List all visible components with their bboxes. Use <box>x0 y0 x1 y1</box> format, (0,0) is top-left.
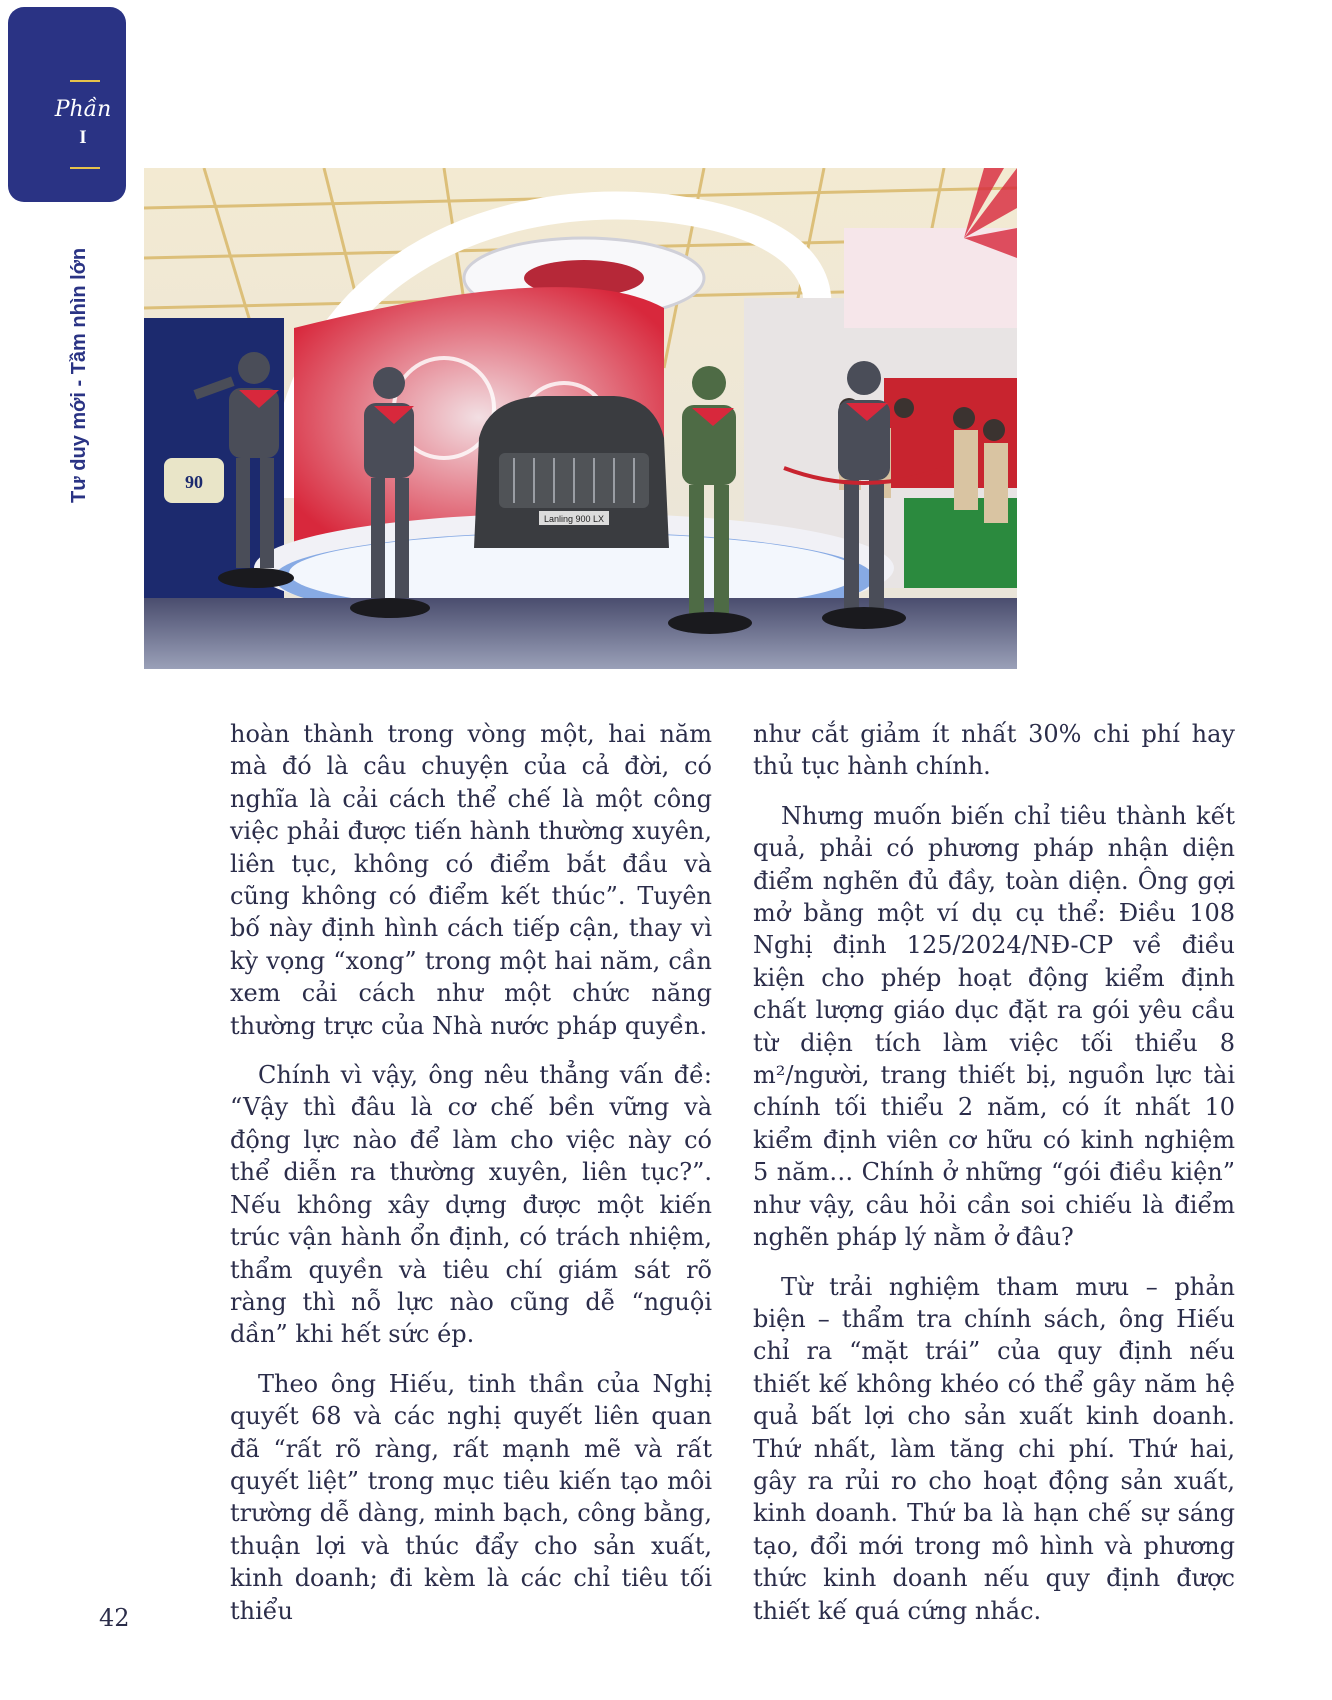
page-number: 42 <box>99 1604 130 1632</box>
paragraph: Từ trải nghiệm tham mưu – phản biện – thẩm tra chính sách, ông Hiếu chỉ ra “mặt trái” của quy định nếu thiết kế không khéo có thể gây năm hệ quả bất lợi cho sản xuất kinh doanh. Thứ nhất, làm tăng chi phí. Thứ hai, gây ra rủi ro cho hoạt động sản xuất, kinh doanh. Thứ ba là hạn chế sự sáng tạo, đổi mới trong mô hình và phương thức kinh doanh nếu quy định được thiết kế quá cứng nhắc. <box>753 1272 1235 1625</box>
section-word: Phần <box>54 97 112 122</box>
section-tab <box>8 7 126 202</box>
board-number: 90 <box>185 472 203 492</box>
tab-rule-bottom <box>70 167 100 169</box>
text-column-right <box>753 718 1235 1644</box>
exhibition-photo <box>144 168 1017 669</box>
text-column-left <box>230 718 712 1644</box>
section-number: I <box>79 127 87 148</box>
paragraph: Chính vì vậy, ông nêu thẳng vấn đề: “Vậy thì đâu là cơ chế bền vững và động lực nào để làm cho việc này có thể diễn ra thường xuyên, liên tục?”. Nếu không xây dựng được một kiến trúc vận hành ổn định, có trách nhiệm, thẩm quyền và tiêu chí giám sát rõ ràng thì nỗ lực nào cũng dễ “nguội dần” khi hết sức ép. <box>230 1061 712 1349</box>
running-title: Tư duy mới - Tầm nhìn lớn <box>68 247 90 503</box>
tab-rule-top <box>70 80 100 82</box>
car-badge: Lanling 900 LX <box>543 514 605 524</box>
paragraph: Theo ông Hiếu, tinh thần của Nghị quyết 68 và các nghị quyết liên quan đã “rất rõ ràng, rất mạnh mẽ và rất quyết liệt” trong mục tiêu kiến tạo môi trường dễ dàng, minh bạch, công bằng, thuận lợi và thúc đẩy cho sản xuất, kinh doanh; đi kèm là các chỉ tiêu tối thiểu <box>230 1369 712 1625</box>
exhibition-photo-illustration <box>144 168 1017 669</box>
paragraph: như cắt giảm ít nhất 30% chi phí hay thủ tục hành chính. <box>753 720 1235 781</box>
paragraph: hoàn thành trong vòng một, hai năm mà đó là câu chuyện của cả đời, có nghĩa là cải cách thể chế là một công việc phải được tiến hành thường xuyên, liên tục, không có điểm bắt đầu và cũng không có điểm kết thúc”. Tuyên bố này định hình cách tiếp cận, thay vì kỳ vọng “xong” trong một hai năm, cần xem cải cách như một chức năng thường trực của Nhà nước pháp quyền. <box>230 720 712 1040</box>
paragraph: Nhưng muốn biến chỉ tiêu thành kết quả, phải có phương pháp nhận diện điểm nghẽn đủ đầy, toàn diện. Ông gợi mở bằng một ví dụ cụ thể: Điều 108 Nghị định 125/2024/NĐ-CP về điều kiện cho phép hoạt động kiểm định chất lượng giáo dục đặt ra gói yêu cầu từ diện tích làm việc tối thiểu 8 m²/người, trang thiết bị, nguồn lực tài chính tối thiểu 2 năm, có ít nhất 10 kiểm định viên cơ hữu có kinh nghiệm 5 năm… Chính ở những “gói điều kiện” như vậy, câu hỏi cần soi chiếu là điểm nghẽn pháp lý nằm ở đâu? <box>753 801 1235 1252</box>
